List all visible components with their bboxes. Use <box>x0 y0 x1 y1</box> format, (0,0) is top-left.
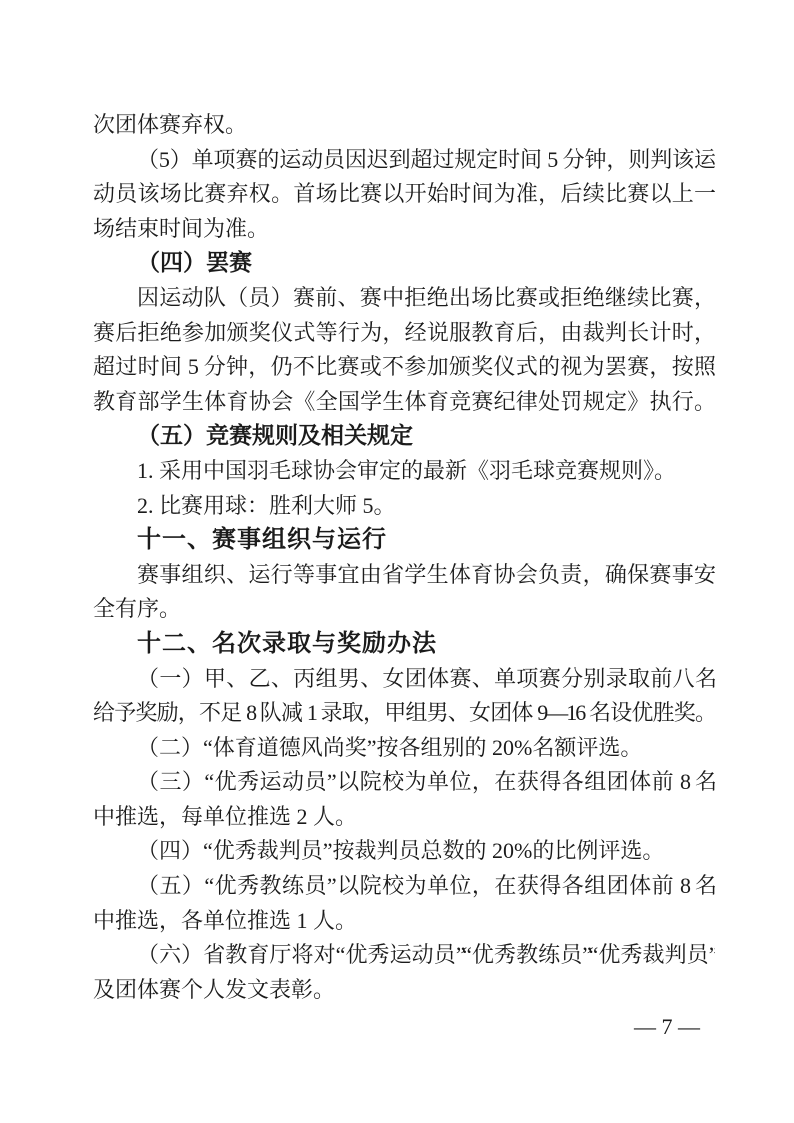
doc-line: （一）甲、乙、丙组男、女团体赛、单项赛分别录取前八名 <box>137 665 715 691</box>
doc-line: （二）“体育道德风尚奖”按各组别的 20%名额评选。 <box>137 734 643 760</box>
doc-line: （六）省教育厅将对“优秀运动员”“优秀教练员”“优秀裁判员” <box>137 942 715 968</box>
doc-line: 教育部学生体育协会《全国学生体育竞赛纪律处罚规定》执行。 <box>93 388 715 414</box>
section-heading: （五）竞赛规则及相关规定 <box>137 423 413 449</box>
doc-line: 场结束时间为准。 <box>93 215 270 241</box>
doc-line: （三）“优秀运动员”以院校为单位，在获得各组团体前 8 名 <box>137 769 715 795</box>
doc-line: 全有序。 <box>93 596 182 622</box>
doc-line: 2. 比赛用球：胜利大师 5。 <box>137 492 396 518</box>
doc-line: 赛后拒绝参加颁奖仪式等行为，经说服教育后，由裁判长计时， <box>93 319 715 345</box>
section-heading: 十二、名次录取与奖励办法 <box>137 629 437 657</box>
section-heading: 十一、赛事组织与运行 <box>137 526 387 554</box>
doc-line: 动员该场比赛弃权。首场比赛以开始时间为准，后续比赛以上一 <box>93 181 715 207</box>
doc-line: （5）单项赛的运动员因迟到超过规定时间 5 分钟，则判该运 <box>137 146 715 172</box>
document-body <box>93 108 715 1007</box>
section-heading: （四）罢赛 <box>137 250 252 276</box>
doc-line: （五）“优秀教练员”以院校为单位，在获得各组团体前 8 名 <box>137 873 715 899</box>
doc-line: 次团体赛弃权。 <box>93 112 248 137</box>
page-number: — 7 — <box>634 1014 700 1039</box>
doc-line: 超过时间 5 分钟，仍不比赛或不参加颁奖仪式的视为罢赛，按照 <box>93 354 715 380</box>
doc-line: 1. 采用中国羽毛球协会审定的最新《羽毛球竞赛规则》。 <box>137 457 677 483</box>
doc-line: （四）“优秀裁判员”按裁判员总数的 20%的比例评选。 <box>137 838 665 864</box>
doc-line: 因运动队（员）赛前、赛中拒绝出场比赛或拒绝继续比赛， <box>137 284 715 310</box>
doc-line: 及团体赛个人发文表彰。 <box>93 976 336 1002</box>
doc-line: 给予奖励，不足 8 队减 1 录取，甲组男、女团体 9—16 名设优胜奖。 <box>93 700 715 726</box>
doc-line: 中推选，各单位推选 1 人。 <box>93 907 358 933</box>
doc-line: 中推选，每单位推选 2 人。 <box>93 803 358 829</box>
doc-line: 赛事组织、运行等事宜由省学生体育协会负责，确保赛事安 <box>137 561 715 587</box>
